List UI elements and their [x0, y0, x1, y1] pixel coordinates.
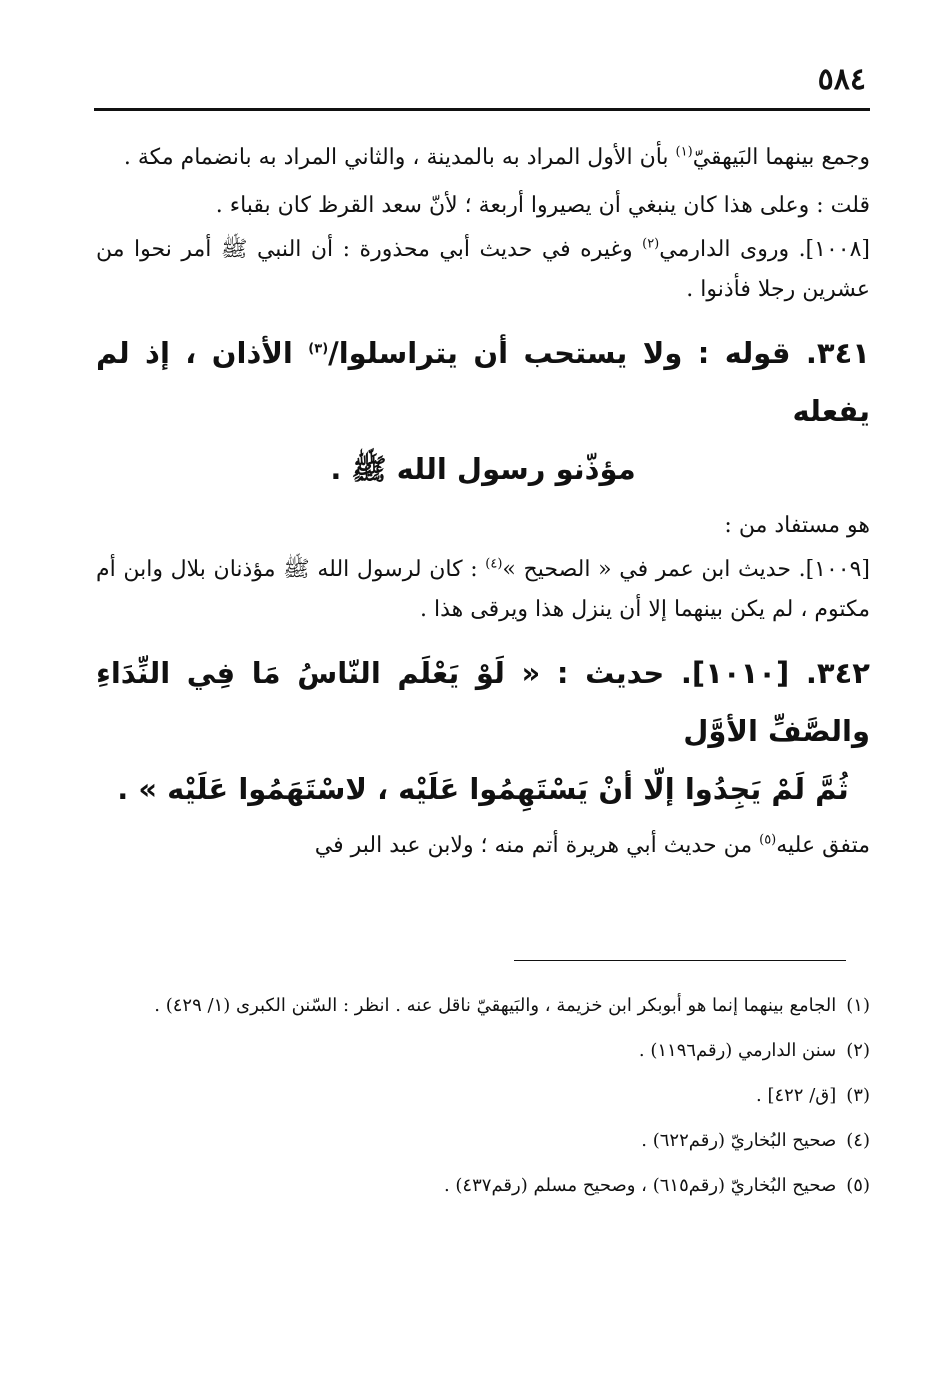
- footnote-5: [96, 1170, 870, 1201]
- heading-text: ٣٤٢. [١٠١٠]. حديث : « لَوْ يَعْلَم النّاسُ مَا فِي النِّدَاءِ والصَّفِّ الأوَّل: [96, 656, 870, 748]
- main-text: [96, 138, 870, 874]
- paragraph-text: وجمع بينهما البَيهقيّ: [692, 145, 870, 170]
- footnote-2: [96, 1035, 870, 1066]
- footnote-separator: [514, 960, 846, 961]
- paragraph-hadith-1009: [96, 550, 870, 630]
- heading-text: ٣٤١. قوله : ولا يستحب أن يتراسلوا/: [328, 336, 871, 370]
- section-heading-342: [96, 644, 870, 818]
- paragraph-text: من حديث أبي هريرة أتم منه ؛ ولابن عبد البر في: [314, 833, 760, 858]
- footnote-ref-1[interactable]: (١): [675, 144, 693, 160]
- footnote-number: (٥): [846, 1175, 870, 1196]
- footnote-ref-5[interactable]: (٥): [759, 832, 777, 848]
- footnote-number: (٣): [846, 1085, 870, 1106]
- footnote-number: (١): [846, 995, 870, 1016]
- footnote-ref-2[interactable]: (٢): [642, 236, 660, 252]
- paragraph-text: [١٠٠٨]. وروى الدارمي: [659, 237, 870, 262]
- footnote-text: صحيح البُخاريّ (رقم٦٢٢) .: [641, 1130, 837, 1151]
- section-heading-341: [96, 324, 870, 498]
- heading-text-line2: مؤذّنو رسول الله ﷺ .: [330, 452, 636, 486]
- paragraph-mustafad: [96, 506, 870, 546]
- paragraph-text: [١٠٠٩]. حديث ابن عمر في « الصحيح »: [502, 557, 871, 582]
- footnote-1: [96, 990, 870, 1021]
- paragraph-hadith-1008: [96, 230, 870, 310]
- page-number: ٥٨٤: [817, 62, 866, 97]
- footnote-text: [ق/ ٤٢٢] .: [756, 1085, 837, 1106]
- paragraph-qultu: [96, 186, 870, 226]
- footnote-ref-3[interactable]: (٣): [308, 341, 329, 357]
- paragraph-muttafaq: [96, 826, 870, 866]
- heading-text: الأذان ، إذ لم يفعله: [96, 336, 870, 428]
- footnote-text: سنن الدارمي (رقم١١٩٦) .: [638, 1040, 837, 1061]
- paragraph-text: وغيره في حديث أبي محذورة : أن النبي ﷺ أمر نحوا من عشرين رجلا فأذنوا .: [96, 237, 870, 302]
- paragraph-text: بأن الأول المراد به بالمدينة ، والثاني المراد به بانضمام مكة .: [123, 145, 676, 170]
- paragraph-text: متفق عليه: [776, 833, 870, 858]
- paragraph-text: هو مستفاد من :: [724, 513, 870, 538]
- footnote-text: الجامع بينهما إنما هو أبوبكر ابن خزيمة ، والبَيهقيّ ناقل عنه . انظر : السّنن الكبرى (١/ ٤٢٩) .: [154, 995, 837, 1016]
- footnote-number: (٤): [846, 1130, 870, 1151]
- footnote-3: [96, 1080, 870, 1111]
- footnote-text: صحيح البُخاريّ (رقم٦١٥) ، وصحيح مسلم (رقم٤٣٧) .: [443, 1175, 837, 1196]
- paragraph-text: قلت : وعلى هذا كان ينبغي أن يصيروا أربعة ؛ لأنّ سعد القرظ كان بقباء .: [215, 193, 870, 218]
- footnotes: [96, 990, 870, 1215]
- paragraph-text: : كان لرسول الله ﷺ مؤذنان بلال وابن أم مكتوم ، لم يكن بينهما إلا أن ينزل هذا ويرقى هذا .: [96, 557, 870, 622]
- footnote-ref-4[interactable]: (٤): [485, 556, 503, 572]
- paragraph-bayhaqi: [96, 138, 870, 178]
- header-rule: [94, 108, 870, 111]
- footnote-4: [96, 1125, 870, 1156]
- footnote-number: (٢): [846, 1040, 870, 1061]
- heading-text-line2: ثُمَّ لَمْ يَجِدُوا إلّا أنْ يَسْتَهِمُوا عَلَيْه ، لاسْتَهَمُوا عَلَيْه » .: [117, 772, 849, 806]
